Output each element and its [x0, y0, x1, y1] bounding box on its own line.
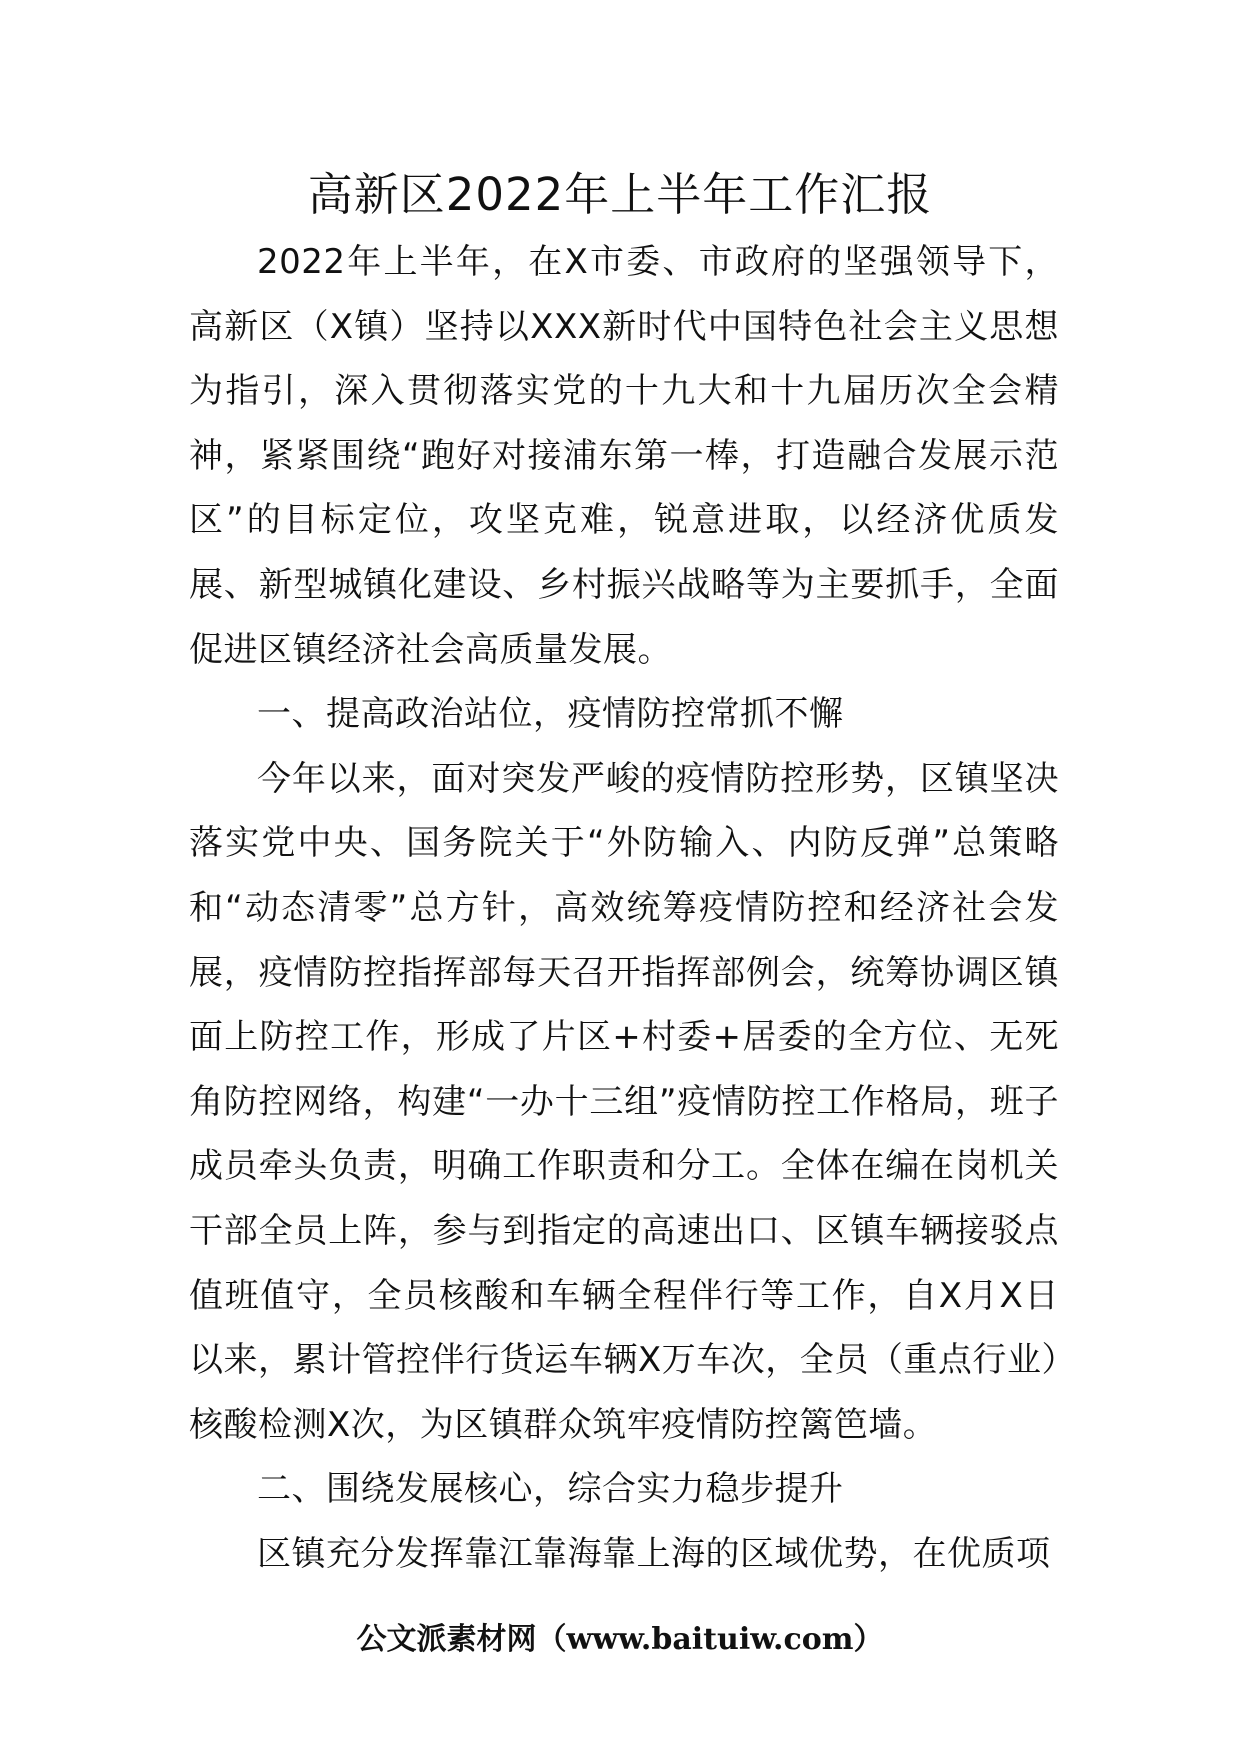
intro-paragraph: 2022年上半年，在X市委、市政府的坚强领导下，高新区（X镇）坚持以XXX新时代中国特色社会主义思想为指引，深入贯彻落实党的十九大和十九届历次全会精神，紧紧围绕“跑好对接浦东第一棒，打造融合发展示范区”的目标定位，攻坚克难，锐意进取，以经济优质发展、新型城镇化建设、乡村振兴战略等为主要抓手，全面促进区镇经济社会高质量发展。 — [189, 242, 1059, 670]
section-heading-1: 一、提高政治站位，疫情防控常抓不懈 — [257, 694, 844, 735]
document-body — [189, 230, 1059, 1586]
footer-watermark: 公文派素材网（www.baituiw.com） — [356, 1622, 884, 1657]
document-title: 高新区2022年上半年工作汇报 — [307, 168, 933, 221]
section-1-paragraph: 今年以来，面对突发严峻的疫情防控形势，区镇坚决落实党中央、国务院关于“外防输入、内防反弹”总策略和“动态清零”总方针，高效统筹疫情防控和经济社会发展，疫情防控指挥部每天召开指挥部例会，统筹协调区镇面上防控工作，形成了片区+村委+居委的全方位、无死角防控网络，构建“一办十三组”疫情防控工作格局，班子成员牵头负责，明确工作职责和分工。全体在编在岗机关干部全员上阵，参与到指定的高速出口、区镇车辆接驳点值班值守，全员核酸和车辆全程伴行等工作，自X月X日以来，累计管控伴行货运车辆X万车次，全员（重点行业）核酸检测X次，为区镇群众筑牢疫情防控篱笆墙。 — [189, 758, 1059, 1445]
section-heading-2: 二、围绕发展核心，综合实力稳步提升 — [257, 1469, 844, 1510]
section-2-paragraph: 区镇充分发挥靠江靠海靠上海的区域优势，在优质项 — [257, 1533, 1051, 1574]
